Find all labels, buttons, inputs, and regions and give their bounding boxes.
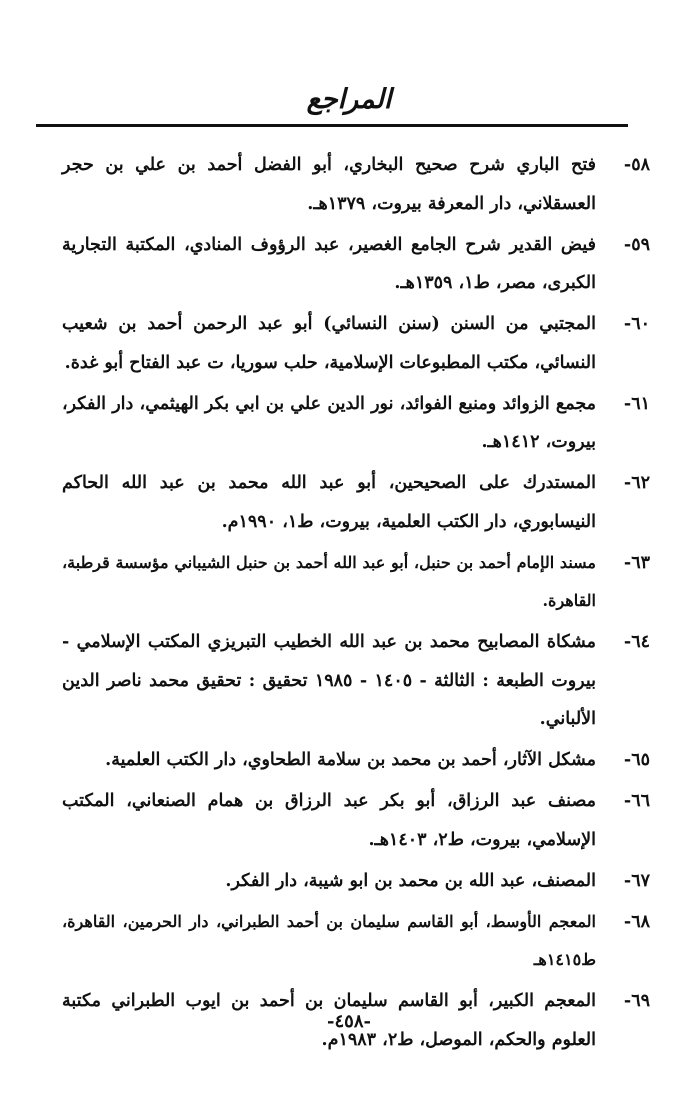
reference-text: مشكل الآثار، أحمد بن محمد بن سلامة الطحاوي، دار الكتب العلمية. (105, 750, 596, 770)
reference-number: ٦٠- (623, 314, 650, 334)
reference-number: ٦٣- (623, 552, 650, 573)
references-list (62, 146, 650, 1062)
reference-text: فتح الباري شرح صحيح البخاري، أبو الفضل أحمد بن علي بن حجر العسقلاني، دار المعرفة بيروت، ١٣٧٩هـ. (62, 155, 596, 214)
reference-item-62 (62, 464, 650, 541)
reference-item-58 (62, 146, 650, 223)
reference-item-60 (62, 305, 650, 382)
reference-text: المستدرك على الصحيحين، أبو عبد الله محمد بن عبد الله الحاكم النيسابوري، دار الكتب العلمية، بيروت، ط١، ١٩٩٠م. (62, 473, 596, 532)
reference-item-64 (62, 623, 650, 739)
reference-text: المصنف، عبد الله بن محمد بن ابو شيبة، دار الفكر. (225, 870, 596, 891)
reference-item-67 (62, 862, 650, 901)
reference-text: مجمع الزوائد ومنبع الفوائد، نور الدين علي بن ابي بكر الهيثمي، دار الفكر، بيروت، ١٤١٢هـ. (62, 393, 596, 452)
reference-item-68 (62, 903, 650, 980)
reference-number: ٦٦- (623, 791, 650, 811)
reference-text: مشكاة المصابيح محمد بن عبد الله الخطيب التبريزي المكتب الإسلامي - بيروت الطبعة : الثالثة - ١٤٠٥ - ١٩٨٥ تحقيق : تحقيق محمد ناصر الدين الألباني. (62, 632, 596, 729)
reference-number: ٦١- (623, 393, 650, 414)
reference-text: مصنف عبد الرزاق، أبو بكر عبد الرزاق بن همام الصنعاني، المكتب الإسلامي، بيروت، ط٢، ١٤٠٣هـ. (62, 791, 596, 850)
reference-number: ٦٥- (623, 750, 650, 770)
reference-number: ٦٨- (623, 911, 650, 932)
reference-number: ٥٩- (623, 234, 650, 255)
reference-number: ٥٨- (623, 155, 650, 175)
reference-text: فيض القدير شرح الجامع الغصير، عبد الرؤوف المنادي، المكتبة التجارية الكبرى، مصر، ط١، ١٣٥٩هـ. (62, 234, 596, 293)
reference-item-59 (62, 226, 650, 303)
reference-item-66 (62, 782, 650, 859)
reference-item-61 (62, 385, 650, 462)
reference-number: ٦٢- (623, 473, 650, 493)
reference-text: المعجم الأوسط، أبو القاسم سليمان بن أحمد الطبراني، دار الحرمين، القاهرة، ط١٤١٥هـ (62, 911, 596, 969)
reference-number: ٦٧- (623, 870, 650, 891)
reference-text: المجتبي من السنن (سنن النسائي) أبو عبد الرحمن أحمد بن شعيب النسائي، مكتب المطبوعات الإسلامية، حلب سوريا، ت عبد الفتاح أبو غدة. (62, 314, 596, 373)
reference-item-65 (62, 741, 650, 780)
reference-text: المعجم الكبير، أبو القاسم سليمان بن أحمد بن ايوب الطبراني مكتبة العلوم والحكم، الموصل، ط٢، ١٩٨٣م. (62, 991, 596, 1050)
reference-text: مسند الإمام أحمد بن حنبل، أبو عبد الله أحمد بن حنبل الشيباني مؤسسة قرطبة، القاهرة. (62, 552, 596, 610)
reference-item-63 (62, 544, 650, 621)
page-title: المراجع (306, 84, 392, 115)
page-number: -٤٥٨- (327, 1011, 371, 1032)
reference-number: ٦٤- (623, 632, 650, 652)
reference-number: ٦٩- (623, 991, 650, 1011)
header-divider (36, 124, 628, 127)
